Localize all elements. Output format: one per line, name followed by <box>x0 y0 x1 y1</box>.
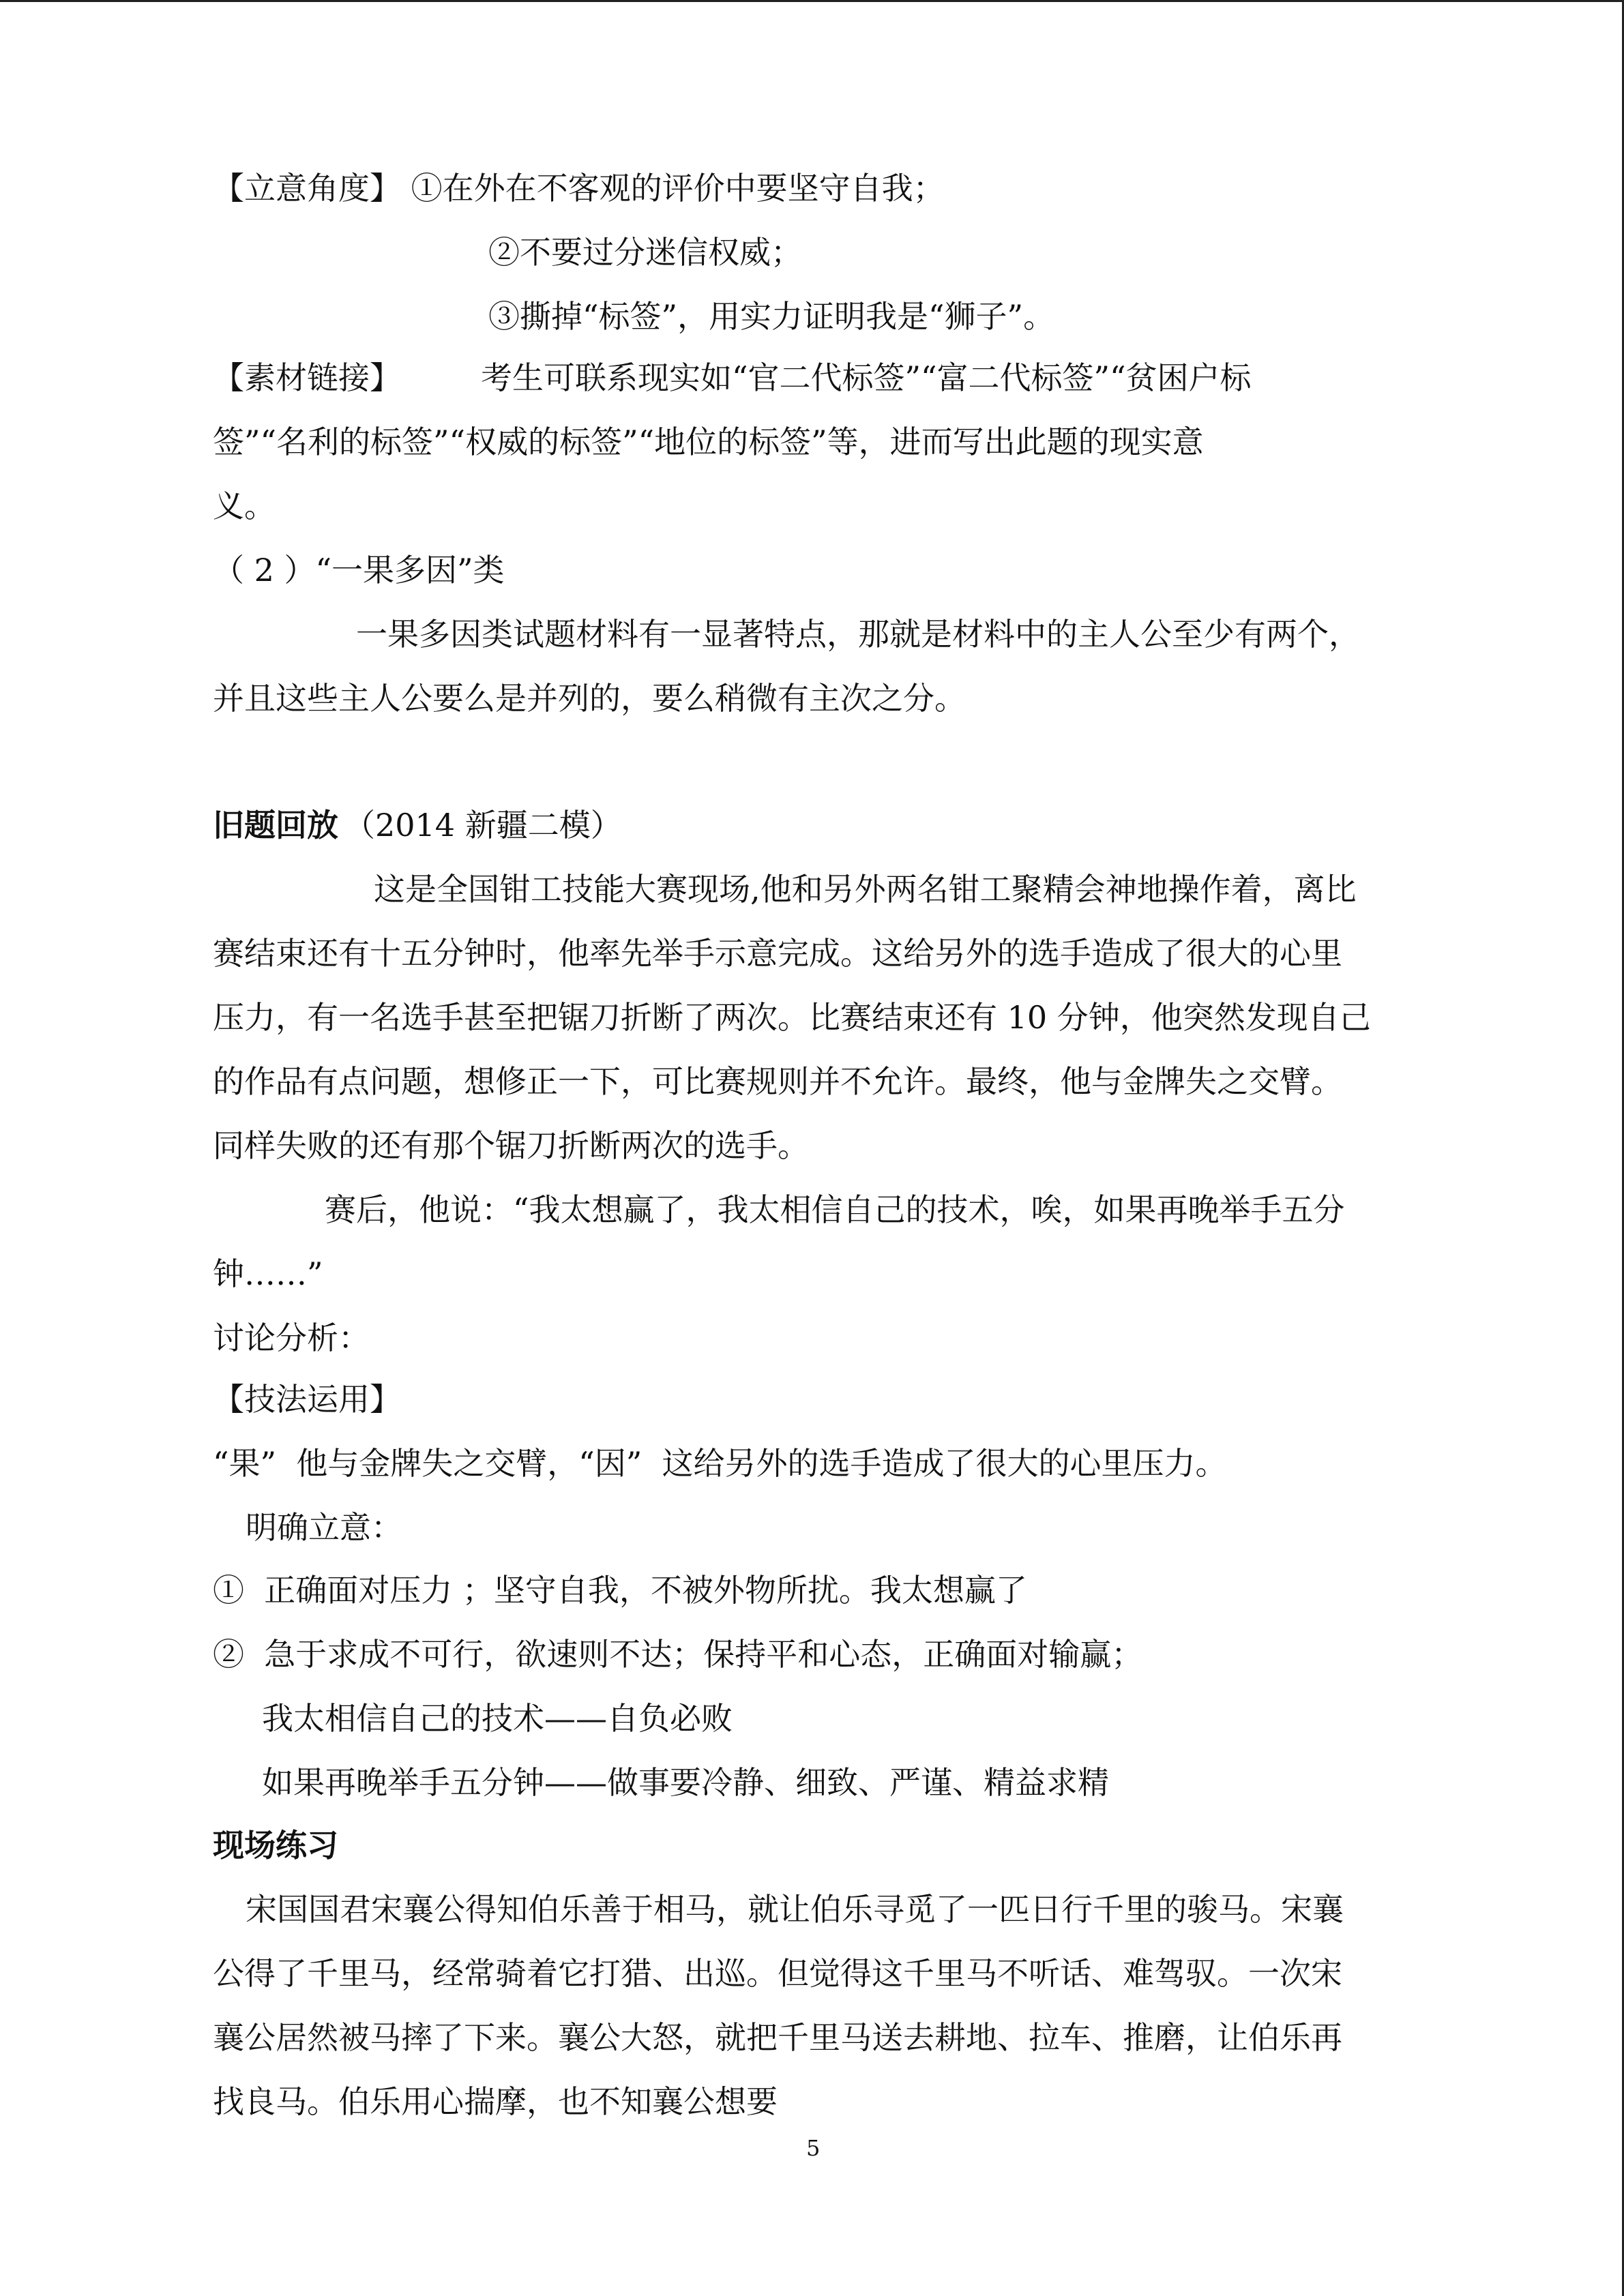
text-line: 签”“名利的标签”“权威的标签”“地位的标签”等，进而写出此题的现实意 <box>213 423 1204 460</box>
text-line: 赛后，他说：“我太想赢了，我太相信自己的技术，唉，如果再晚举手五分 <box>325 1191 1345 1228</box>
text-line: 钟……” <box>213 1255 323 1292</box>
text-line: ① 正确面对压力 ；坚守自我，不被外物所扰。我太想赢了 <box>213 1572 1027 1609</box>
text-line: 并且这些主人公要么是并列的，要么稍微有主次之分。 <box>213 680 966 717</box>
text-line: “果” 他与金牌失之交臂，“因” 这给另外的选手造成了很大的心里压力。 <box>213 1445 1227 1482</box>
text-line: 一果多因类试题材料有一显著特点，那就是材料中的主人公至少有两个， <box>356 616 1360 653</box>
text-line: 同样失败的还有那个锯刀折断两次的选手。 <box>213 1127 809 1164</box>
text-line: ②不要过分迷信权威； <box>488 234 802 271</box>
text-line: ③撕掉“标签”，用实力证明我是“狮子”。 <box>488 298 1055 335</box>
section-heading: 旧题回放 <box>213 807 338 844</box>
text-line: 襄公居然被马摔了下来。襄公大怒，就把千里马送去耕地、拉车、推磨，让伯乐再 <box>213 2019 1342 2056</box>
page-number: 5 <box>806 2135 821 2161</box>
text-line: 讨论分析： <box>213 1320 370 1356</box>
text-line: 赛结束还有十五分钟时，他率先举手示意完成。这给另外的选手造成了很大的心里 <box>213 935 1342 972</box>
text-line: 我太相信自己的技术——自负必败 <box>262 1700 733 1737</box>
page-top-border <box>0 0 1624 2</box>
section-heading: （ 2 ）“一果多因”类 <box>213 552 505 588</box>
text-line: 【技法运用】 <box>213 1381 401 1418</box>
text-line: 这是全国钳工技能大赛现场,他和另外两名钳工聚精会神地操作着，离比 <box>374 871 1357 908</box>
text-line: 宋国国君宋襄公得知伯乐善于相马，就让伯乐寻觅了一匹日行千里的骏马。宋襄 <box>246 1891 1344 1928</box>
text-line: 如果再晚举手五分钟——做事要冷静、细致、严谨、精益求精 <box>262 1764 1109 1801</box>
text-line: 【素材链接】 考生可联系现实如“官二代标签”“富二代标签”“贫困户标 <box>213 359 1252 396</box>
text-line: 【立意角度】 ①在外在不客观的评价中要坚守自我； <box>213 170 945 207</box>
text-line: ② 急于求成不可行，欲速则不达；保持平和心态，正确面对输赢； <box>213 1636 1143 1673</box>
source-label: （2014 新疆二模） <box>344 807 622 844</box>
text-line: 的作品有点问题，想修正一下，可比赛规则并不允许。最终，他与金牌失之交臂。 <box>213 1063 1342 1100</box>
text-line: 义。 <box>213 488 276 524</box>
text-line: 找良马。伯乐用心揣摩，也不知襄公想要 <box>213 2083 778 2120</box>
text-line: 明确立意： <box>246 1509 402 1546</box>
text-line: 压力，有一名选手甚至把锯刀折断了两次。比赛结束还有 10 分钟，他突然发现自己 <box>213 999 1371 1036</box>
text-line: 公得了千里马，经常骑着它打猎、出巡。但觉得这千里马不听话、难驾驭。一次宋 <box>213 1955 1342 1992</box>
section-heading: 现场练习 <box>213 1827 338 1864</box>
